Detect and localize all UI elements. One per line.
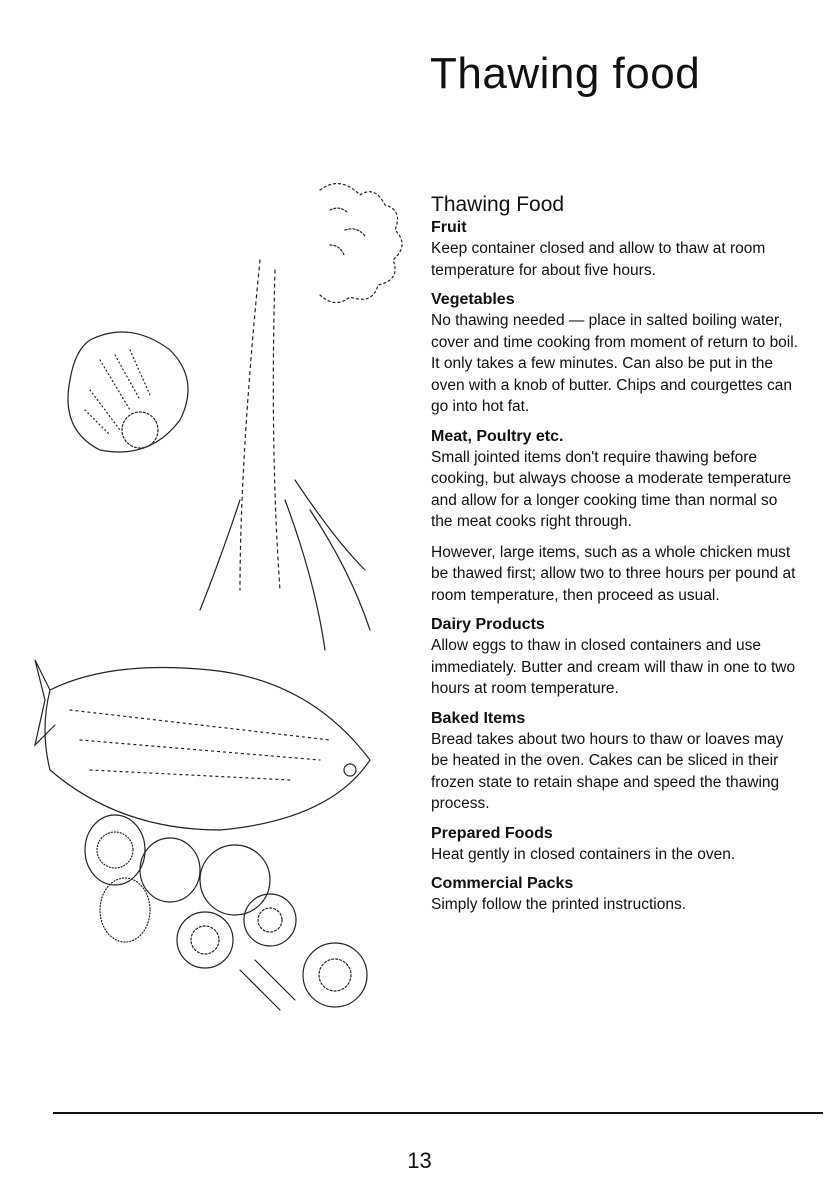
section-text: Keep container closed and allow to thaw at room temperature for about five hours. — [431, 240, 766, 279]
thawing-guide — [431, 193, 799, 924]
section-baked-items — [431, 708, 799, 815]
section-text: Allow eggs to thaw in closed containers and use immediately. Butter and cream will thaw in one to two hours at room temperature. — [431, 637, 796, 697]
footer-rule — [53, 1112, 823, 1114]
section-title: Prepared Foods — [431, 824, 553, 842]
section-text: However, large items, such as a whole chicken must be thawed first; allow two to three hours per pound at room temperature, then proceed as usual. — [431, 543, 796, 604]
section-fruit — [431, 217, 799, 281]
section-text: Simply follow the printed instructions. — [431, 896, 687, 913]
section-vegetables — [431, 289, 799, 418]
section-prepared-foods — [431, 823, 799, 866]
pepper-drawing — [68, 332, 188, 452]
section-title: Baked Items — [431, 709, 526, 727]
fish-drawing — [35, 660, 370, 830]
section-heading: Thawing Food — [431, 193, 565, 216]
section-meat-poultry — [431, 426, 799, 607]
section-title: Meat, Poultry etc. — [431, 427, 564, 445]
section-title: Vegetables — [431, 291, 515, 308]
onion-stalks-drawing — [200, 260, 370, 650]
vegetable-slices-drawing — [85, 815, 367, 1010]
page-title: Thawing food — [430, 49, 701, 98]
food-illustration — [30, 150, 425, 1020]
section-text: Bread takes about two hours to thaw or loaves may be heated in the oven. Cakes can be sliced in their frozen state to retain shape and speed the thawing process. — [431, 730, 784, 812]
cauliflower-drawing — [320, 184, 402, 303]
section-title: Commercial Packs — [431, 875, 574, 892]
page-number: 13 — [407, 1148, 432, 1173]
section-text: Small jointed items don't require thawing before cooking, but always choose a moderate temperature and allow for a longer cooking time than normal so the meat cooks right through. — [431, 448, 792, 530]
section-commercial-packs — [431, 873, 799, 916]
section-title: Dairy Products — [431, 616, 545, 633]
section-title: Fruit — [431, 219, 467, 236]
section-text: No thawing needed — place in salted boiling water, cover and time cooking from moment of return to boil. It only takes a few minutes. Can also be put in the oven with a knob of butter. Chips and courgettes can go into hot fat. — [431, 312, 798, 415]
section-dairy-products — [431, 614, 799, 700]
section-text: Heat gently in closed containers in the oven. — [431, 845, 736, 863]
